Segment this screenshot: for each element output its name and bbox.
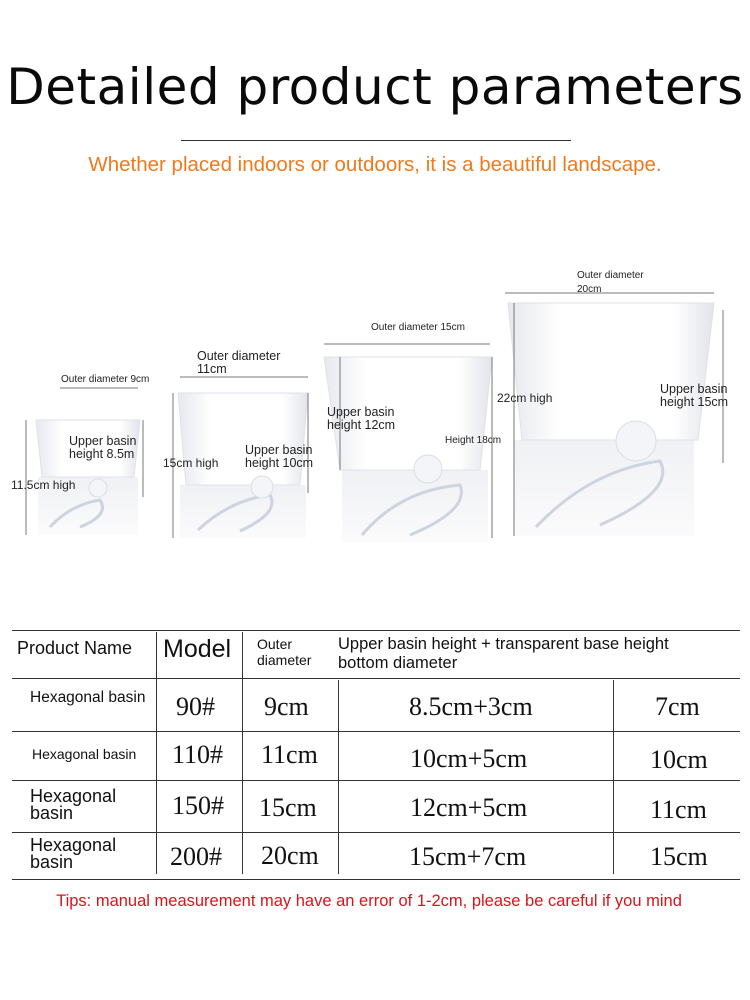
- row-model: 90#: [176, 692, 215, 721]
- row-outer-diameter: 11cm: [261, 740, 318, 769]
- pot2-height-label: 15cm high: [163, 456, 219, 470]
- row-height: 8.5cm+3cm: [409, 692, 533, 721]
- row-height: 12cm+5cm: [410, 793, 528, 822]
- row-height: 15cm+7cm: [409, 842, 527, 871]
- header-product-name: Product Name: [17, 638, 133, 658]
- pot4-outer-label: Outer diameter 20cm: [577, 270, 644, 295]
- table-divider: [613, 680, 614, 874]
- row-model: 150#: [172, 791, 224, 820]
- pot4-upper-label: Upper basin height 15cm: [660, 382, 729, 409]
- row-outer-diameter: 9cm: [264, 692, 309, 721]
- page-title: Detailed product parameters: [6, 58, 744, 116]
- row-product-name: Hexagonal basin: [30, 786, 117, 823]
- row-product-name: Hexagonal basin: [30, 689, 146, 706]
- pot2-outer-label: Outer diameter 11cm: [197, 349, 281, 376]
- pot-20cm: [505, 293, 723, 536]
- row-product-name: Hexagonal basin: [30, 835, 117, 872]
- row-bottom-diameter: 7cm: [655, 692, 700, 721]
- row-outer-diameter: 15cm: [259, 793, 317, 822]
- page-subtitle: Whether placed indoors or outdoors, it is a beautiful landscape.: [88, 153, 662, 176]
- row-bottom-diameter: 15cm: [650, 842, 708, 871]
- pot3-outer-label: Outer diameter 15cm: [371, 322, 465, 333]
- title-divider: [181, 140, 571, 141]
- table-divider: [338, 680, 339, 874]
- pot-illustrations: [0, 255, 750, 555]
- row-bottom-diameter: 10cm: [650, 745, 708, 774]
- row-model: 200#: [170, 842, 222, 871]
- header-height: Upper basin height + transparent base height: [338, 635, 669, 653]
- table-border: [12, 780, 740, 781]
- pot3-upper-label: Upper basin height 12cm: [327, 405, 396, 432]
- row-height: 10cm+5cm: [410, 744, 528, 773]
- table-border: [12, 832, 740, 833]
- table-border: [12, 630, 740, 631]
- pot4-height-label: 22cm high: [497, 391, 553, 405]
- pot1-height-label: 11.5cm high: [11, 478, 76, 492]
- pot-9cm: [26, 388, 143, 535]
- header-model: Model: [163, 635, 232, 663]
- pot3-height-label: Height 18cm: [445, 435, 502, 446]
- header-bottom-diameter: bottom diameter: [338, 654, 458, 672]
- tips-note: Tips: manual measurement may have an error of 1-2cm, please be careful if you mind: [56, 892, 682, 910]
- table-border: [12, 731, 740, 732]
- header-outer-diameter: Outer diameter: [257, 636, 312, 668]
- row-model: 110#: [172, 740, 224, 769]
- table-border: [12, 678, 740, 679]
- row-product-name: Hexagonal basin: [32, 746, 137, 762]
- table-divider: [156, 632, 157, 874]
- pot1-upper-label: Upper basin height 8.5m: [69, 434, 137, 461]
- pot1-outer-label: Outer diameter 9cm: [61, 374, 150, 385]
- table-divider: [242, 632, 243, 874]
- row-bottom-diameter: 11cm: [650, 795, 707, 824]
- row-outer-diameter: 20cm: [261, 841, 319, 870]
- pot2-upper-label: Upper basin height 10cm: [245, 443, 314, 470]
- table-border: [12, 879, 740, 880]
